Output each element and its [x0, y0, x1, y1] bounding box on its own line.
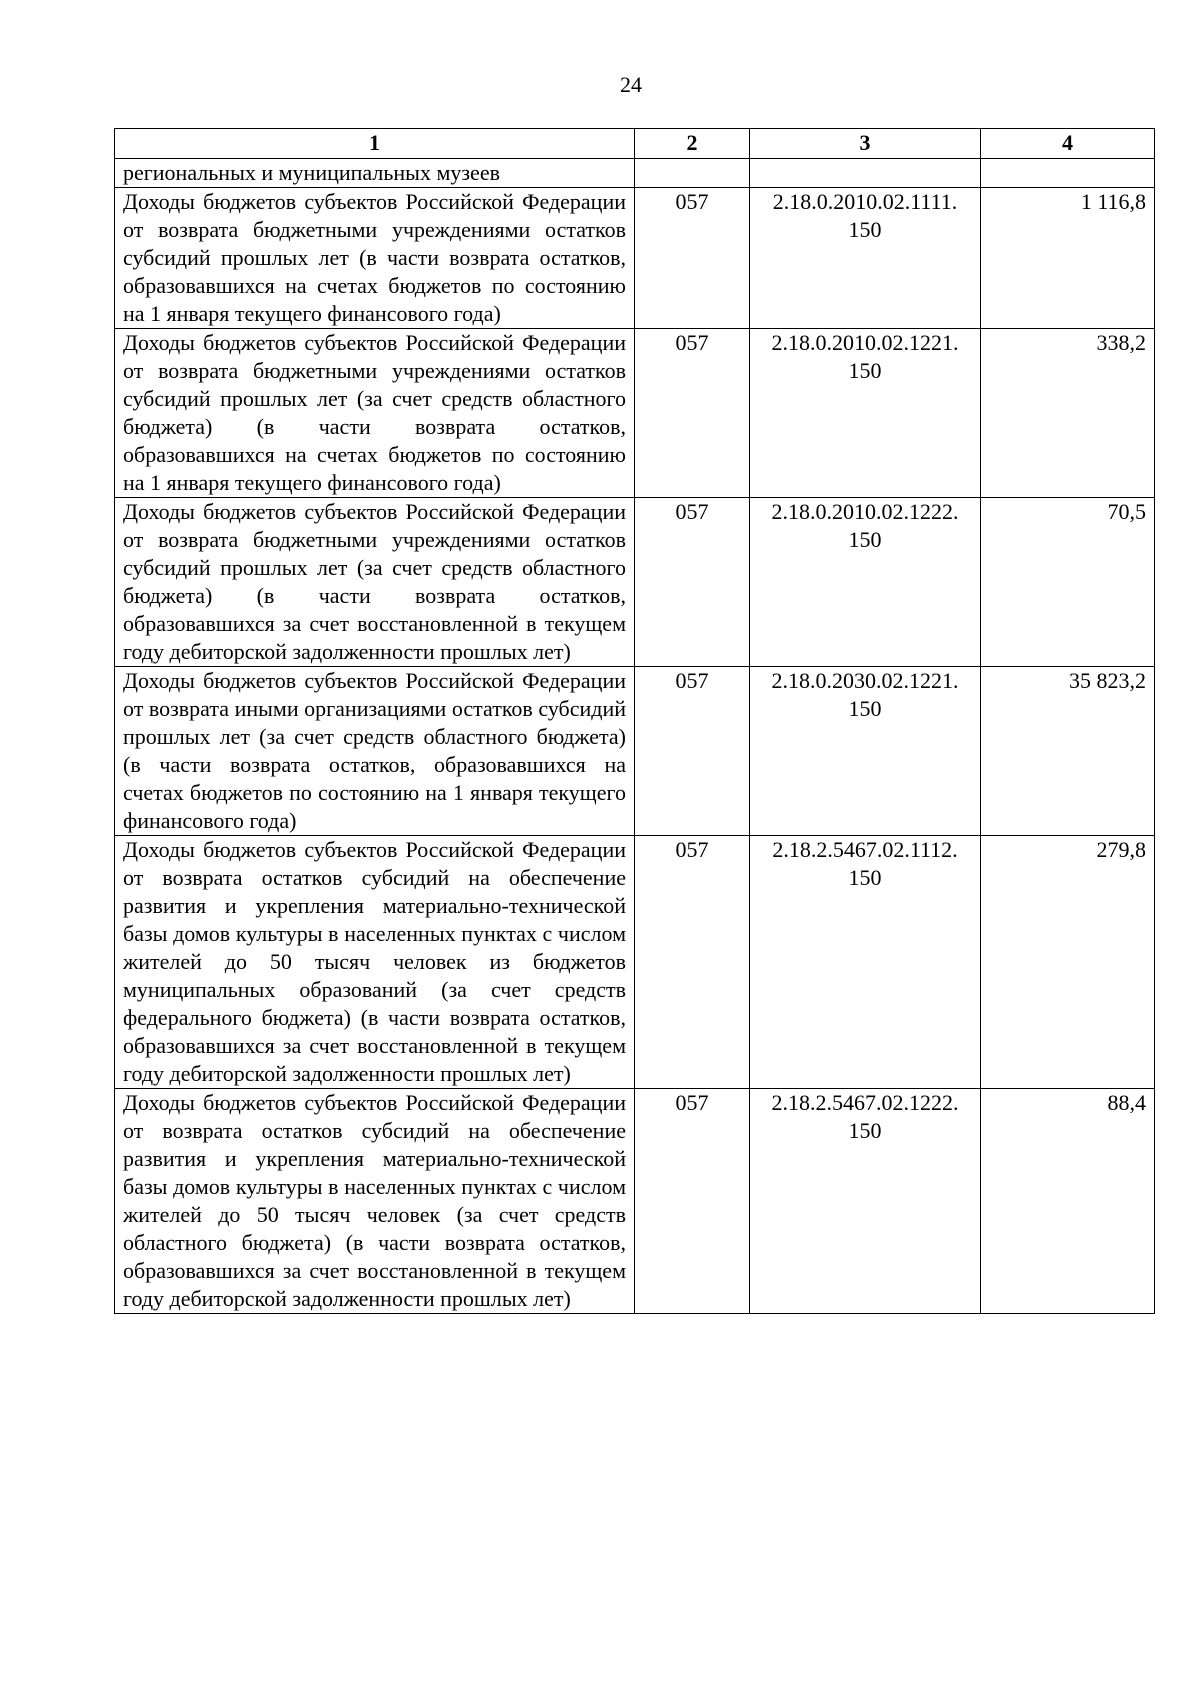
- table-row: [115, 1089, 1155, 1314]
- income-name-cell: Доходы бюджетов субъектов Российской Федерации от возврата остатков субсидий на обеспечение развития и укрепления материально-технической базы домов культуры в населенных пунктах с числом жителей до 50 тысяч человек из бюджетов муниципальных образований (за счет средств федерального бюджета) (в части возврата остатков, образовавшихся за счет восстановленной в текущем году дебиторской задолженности прошлых лет): [115, 836, 635, 1089]
- budget-code-line: 2.18.2.5467.02.1222.: [771, 1090, 959, 1115]
- budget-code-cell: [750, 1089, 981, 1314]
- income-name-cell: Доходы бюджетов субъектов Российской Федерации от возврата бюджетными учреждениями остатков субсидий прошлых лет (в части возврата остатков, образовавшихся на счетах бюджетов по состоянию на 1 января текущего финансового года): [115, 188, 635, 329]
- amount-cell: [981, 159, 1155, 188]
- admin-code-cell: 057: [635, 329, 750, 498]
- budget-code-line: 2.18.0.2030.02.1221.: [771, 668, 959, 693]
- table-row-continuation: [115, 159, 1155, 188]
- income-name-cell: Доходы бюджетов субъектов Российской Федерации от возврата бюджетными учреждениями остатков субсидий прошлых лет (за счет средств областного бюджета) (в части возврата остатков, образовавшихся за счет восстановленной в текущем году дебиторской задолженности прошлых лет): [115, 498, 635, 667]
- admin-code-cell: 057: [635, 1089, 750, 1314]
- page-number: 24: [620, 72, 642, 97]
- budget-code-cell: [750, 329, 981, 498]
- income-name-cell: региональных и муниципальных музеев: [115, 159, 635, 188]
- budget-code-suffix: 150: [848, 358, 882, 383]
- admin-code-cell: 057: [635, 498, 750, 667]
- column-header-4: 4: [981, 129, 1155, 159]
- table-row: [115, 188, 1155, 329]
- table-row: [115, 329, 1155, 498]
- budget-code-suffix: 150: [848, 1118, 882, 1143]
- income-name-cell: Доходы бюджетов субъектов Российской Федерации от возврата иными организациями остатков субсидий прошлых лет (за счет средств областного бюджета) (в части возврата остатков, образовавшихся на счетах бюджетов по состоянию на 1 января текущего финансового года): [115, 667, 635, 836]
- budget-code-suffix: 150: [848, 217, 882, 242]
- column-header-3: 3: [750, 129, 981, 159]
- budget-code-cell: [750, 188, 981, 329]
- amount-cell: 88,4: [981, 1089, 1155, 1314]
- budget-code-line: 2.18.0.2010.02.1111.: [772, 189, 958, 214]
- budget-income-table: [114, 128, 1155, 1314]
- table-row: [115, 667, 1155, 836]
- budget-code-cell: [750, 159, 981, 188]
- column-header-2: 2: [635, 129, 750, 159]
- admin-code-cell: [635, 159, 750, 188]
- column-header-1: 1: [115, 129, 635, 159]
- income-name-cell: Доходы бюджетов субъектов Российской Федерации от возврата остатков субсидий на обеспечение развития и укрепления материально-технической базы домов культуры в населенных пунктах с числом жителей до 50 тысяч человек (за счет средств областного бюджета) (в части возврата остатков, образовавшихся за счет восстановленной в текущем году дебиторской задолженности прошлых лет): [115, 1089, 635, 1314]
- budget-code-line: 2.18.2.5467.02.1112.: [772, 837, 958, 862]
- admin-code-cell: 057: [635, 836, 750, 1089]
- budget-code-line: 2.18.0.2010.02.1222.: [771, 499, 959, 524]
- amount-cell: 70,5: [981, 498, 1155, 667]
- table-header-row: [115, 129, 1155, 159]
- budget-code-suffix: 150: [848, 696, 882, 721]
- admin-code-cell: 057: [635, 188, 750, 329]
- amount-cell: 35 823,2: [981, 667, 1155, 836]
- table-row: [115, 498, 1155, 667]
- budget-code-line: 2.18.0.2010.02.1221.: [771, 330, 959, 355]
- budget-code-cell: [750, 667, 981, 836]
- income-name-cell: Доходы бюджетов субъектов Российской Федерации от возврата бюджетными учреждениями остатков субсидий прошлых лет (за счет средств областного бюджета) (в части возврата остатков, образовавшихся на счетах бюджетов по состоянию на 1 января текущего финансового года): [115, 329, 635, 498]
- admin-code-cell: 057: [635, 667, 750, 836]
- table-row: [115, 836, 1155, 1089]
- budget-code-suffix: 150: [848, 865, 882, 890]
- budget-code-suffix: 150: [848, 527, 882, 552]
- budget-code-cell: [750, 498, 981, 667]
- amount-cell: 1 116,8: [981, 188, 1155, 329]
- amount-cell: 338,2: [981, 329, 1155, 498]
- amount-cell: 279,8: [981, 836, 1155, 1089]
- budget-code-cell: [750, 836, 981, 1089]
